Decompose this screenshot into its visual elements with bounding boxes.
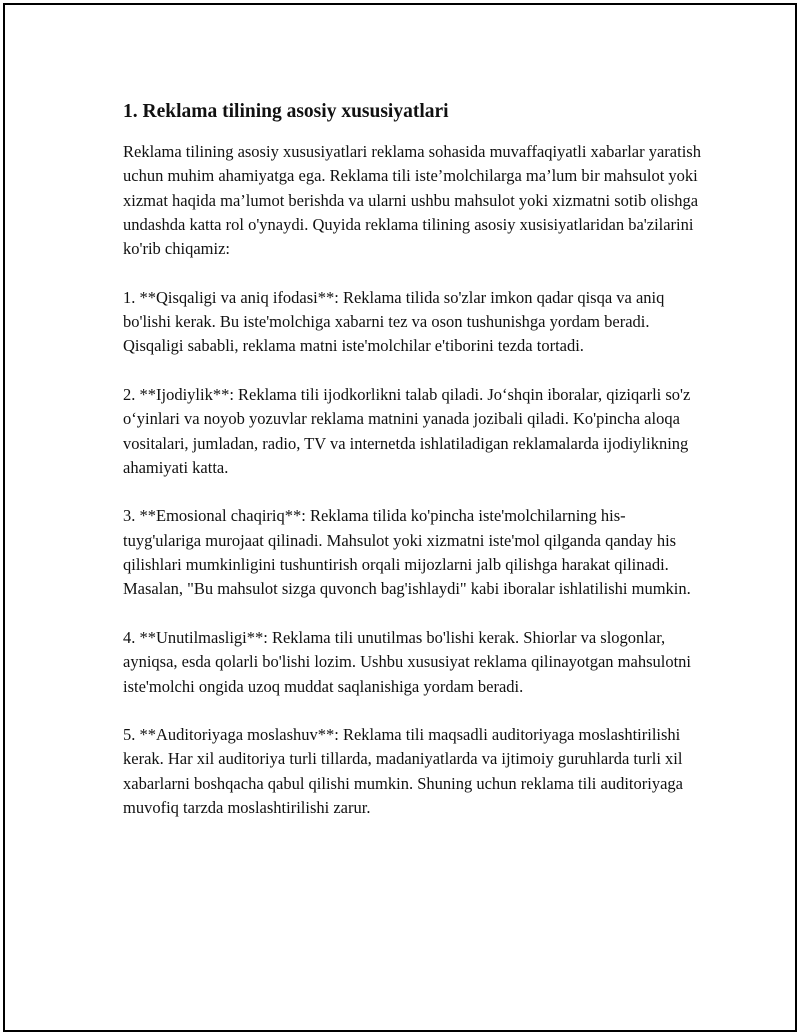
point-3-paragraph: 3. **Emosional chaqiriq**: Reklama tilida ko'pincha iste'molchilarning his-tuyg'ulariga murojaat qilinadi. Mahsulot yoki xizmatni iste'mol qilganda qanday his qilishlari mumkinligini tushuntirish orqali mijozlarni jalb qilishga harakat qilinadi. Masalan, "Bu mahsulot sizga quvonch bag'ishlaydi" kabi iboralar ishlatilishi mumkin.	[123, 506, 691, 599]
document-body	[123, 97, 703, 845]
point-4-paragraph: 4. **Unutilmasligi**: Reklama tili unutilmas bo'lishi kerak. Shiorlar va slogonlar, ayniqsa, esda qolarli bo'lishi lozim. Ushbu xususiyat reklama qilinayotgan mahsulotni iste'molchi ongida uzoq muddat saqlanishiga yordam beradi.	[123, 627, 692, 696]
section-title: 1. Reklama tilining asosiy xususiyatlari	[123, 101, 449, 122]
point-1-paragraph: 1. **Qisqaligi va aniq ifodasi**: Reklama tilida so'zlar imkon qadar qisqa va aniq bo'lishi kerak. Bu iste'molchiga xabarni tez va oson tushunishga yordam beradi. Qisqaligi sababli, reklama matni iste'molchilar e'tiborini tezda tortadi.	[123, 287, 665, 356]
page-frame	[3, 3, 797, 1032]
point-5-paragraph: 5. **Auditoriyaga moslashuv**: Reklama tili maqsadli auditoriyaga moslashtirilishi kerak. Har xil auditoriya turli tillarda, madaniyatlarda va ijtimoiy guruhlarda turli xil xabarlarni boshqacha qabul qilishi mumkin. Shuning uchun reklama tili auditoriyaga muvofiq tarzda moslashtirilishi zarur.	[123, 725, 683, 818]
point-2-paragraph: 2. **Ijodiylik**: Reklama tili ijodkorlikni talab qiladi. Jo‘shqin iboralar, qiziqarli so'z o‘yinlari va noyob yozuvlar reklama matnini yanada jozibali qiladi. Ko'pincha aloqa vositalari, jumladan, radio, TV va internetda ishlatiladigan reklamalarda ijodiylikning ahamiyati katta.	[123, 384, 691, 477]
intro-paragraph: Reklama tilining asosiy xususiyatlari reklama sohasida muvaffaqiyatli xabarlar yaratish uchun muhim ahamiyatga ega. Reklama tili iste’molchilarga ma’lum bir mahsulot yoki xizmat haqida ma’lumot berishda va ularni ushbu mahsulot yoki xizmatni sotib olishga undashda katta rol o'ynaydi. Quyida reklama tilining asosiy xusisiyatlaridan ba'zilarini ko'rib chiqamiz:	[123, 142, 701, 259]
